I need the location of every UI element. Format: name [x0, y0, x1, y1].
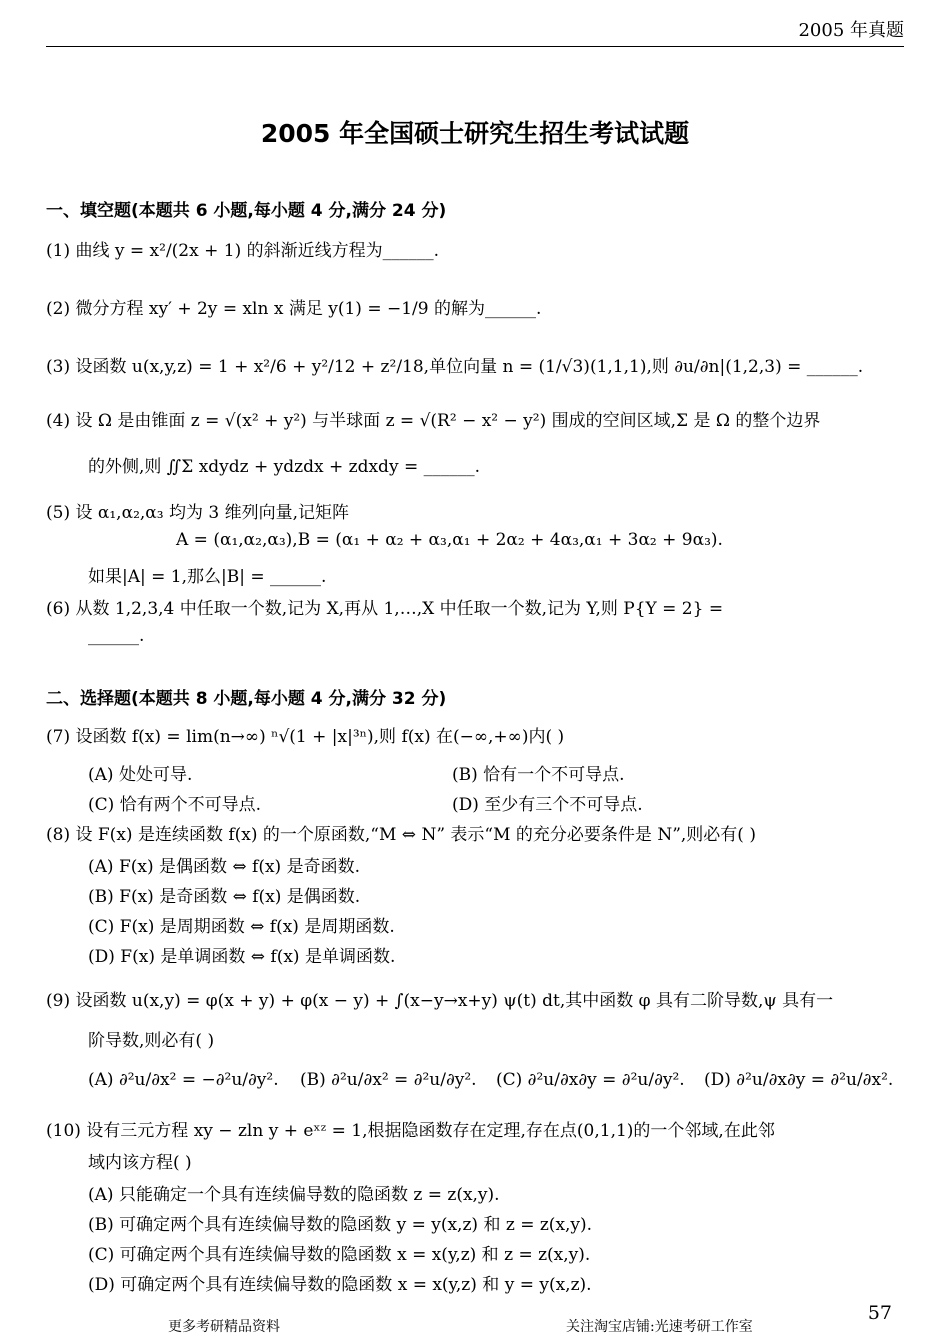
question-6-line-2: ______. [88, 626, 145, 646]
section-heading-multiple-choice: 二、选择题(本题共 8 小题,每小题 4 分,满分 32 分) [46, 689, 447, 709]
header-rule [46, 46, 904, 47]
question-7: (7) 设函数 f(x) = lim(n→∞) ⁿ√(1 + |x|³ⁿ),则 f(x) 在(−∞,+∞)内( ) [46, 727, 565, 747]
question-8: (8) 设 F(x) 是连续函数 f(x) 的一个原函数,“M ⇔ N” 表示“M 的充分必要条件是 N”,则必有( ) [46, 825, 756, 845]
question-9-line-1: (9) 设函数 u(x,y) = φ(x + y) + φ(x − y) + ∫(x−y→x+y) ψ(t) dt,其中函数 φ 具有二阶导数,ψ 具有一 [46, 991, 834, 1011]
running-title: 2005 年真题 [798, 20, 904, 41]
footer-right-note: 关注淘宝店铺:光速考研工作室 [566, 1319, 753, 1335]
question-7-option-a: (A) 处处可导. [88, 765, 193, 785]
question-5-line-2: A = (α₁,α₂,α₃),B = (α₁ + α₂ + α₃,α₁ + 2α₂ + 4α₃,α₁ + 3α₂ + 9α₃). [176, 530, 723, 550]
footer-left-note: 更多考研精品资料 [168, 1319, 280, 1335]
question-10-line-1: (10) 设有三元方程 xy − zln y + eˣᶻ = 1,根据隐函数存在定理,存在点(0,1,1)的一个邻域,在此邻 [46, 1121, 775, 1141]
page-number: 57 [867, 1302, 892, 1324]
question-8-option-d: (D) F(x) 是单调函数 ⇔ f(x) 是单调函数. [88, 947, 396, 967]
question-10-line-2: 域内该方程( ) [88, 1153, 192, 1173]
question-9-option-a: (A) ∂²u/∂x² = −∂²u/∂y². [88, 1070, 279, 1090]
question-9-line-2: 阶导数,则必有( ) [88, 1031, 215, 1051]
question-10-option-a: (A) 只能确定一个具有连续偏导数的隐函数 z = z(x,y). [88, 1185, 500, 1205]
question-10-option-d: (D) 可确定两个具有连续偏导数的隐函数 x = x(y,z) 和 y = y(x,z). [88, 1275, 592, 1295]
question-9-option-c: (C) ∂²u/∂x∂y = ∂²u/∂y². [496, 1070, 685, 1090]
question-9-option-b: (B) ∂²u/∂x² = ∂²u/∂y². [300, 1070, 477, 1090]
question-3: (3) 设函数 u(x,y,z) = 1 + x²/6 + y²/12 + z²/18,单位向量 n = (1/√3)(1,1,1),则 ∂u/∂n|(1,2,3) = ______. [46, 357, 864, 377]
question-8-option-c: (C) F(x) 是周期函数 ⇔ f(x) 是周期函数. [88, 917, 395, 937]
question-5-line-1: (5) 设 α₁,α₂,α₃ 均为 3 维列向量,记矩阵 [46, 503, 350, 523]
question-4-line-1: (4) 设 Ω 是由锥面 z = √(x² + y²) 与半球面 z = √(R² − x² − y²) 围成的空间区域,Σ 是 Ω 的整个边界 [46, 411, 821, 431]
question-7-option-c: (C) 恰有两个不可导点. [88, 795, 262, 815]
question-10-option-c: (C) 可确定两个具有连续偏导数的隐函数 x = x(y,z) 和 z = z(x,y). [88, 1245, 591, 1265]
page-title: 2005 年全国硕士研究生招生考试试题 [260, 119, 690, 148]
question-7-option-b: (B) 恰有一个不可导点. [452, 765, 625, 785]
question-7-option-d: (D) 至少有三个不可导点. [452, 795, 643, 815]
question-1: (1) 曲线 y = x²/(2x + 1) 的斜渐近线方程为______. [46, 241, 440, 261]
question-5-line-3: 如果|A| = 1,那么|B| = ______. [88, 567, 327, 587]
question-2: (2) 微分方程 xy′ + 2y = xln x 满足 y(1) = −1/9 的解为______. [46, 299, 542, 319]
section-heading-fill-in: 一、填空题(本题共 6 小题,每小题 4 分,满分 24 分) [46, 201, 447, 221]
question-10-option-b: (B) 可确定两个具有连续偏导数的隐函数 y = y(x,z) 和 z = z(x,y). [88, 1215, 593, 1235]
question-8-option-a: (A) F(x) 是偶函数 ⇔ f(x) 是奇函数. [88, 857, 360, 877]
question-9-option-d: (D) ∂²u/∂x∂y = ∂²u/∂x². [704, 1070, 894, 1090]
question-8-option-b: (B) F(x) 是奇函数 ⇔ f(x) 是偶函数. [88, 887, 361, 907]
question-6-line-1: (6) 从数 1,2,3,4 中任取一个数,记为 X,再从 1,…,X 中任取一个数,记为 Y,则 P{Y = 2} = [46, 599, 724, 619]
question-4-line-2: 的外侧,则 ∬Σ xdydz + ydzdx + zdxdy = ______. [88, 457, 481, 477]
